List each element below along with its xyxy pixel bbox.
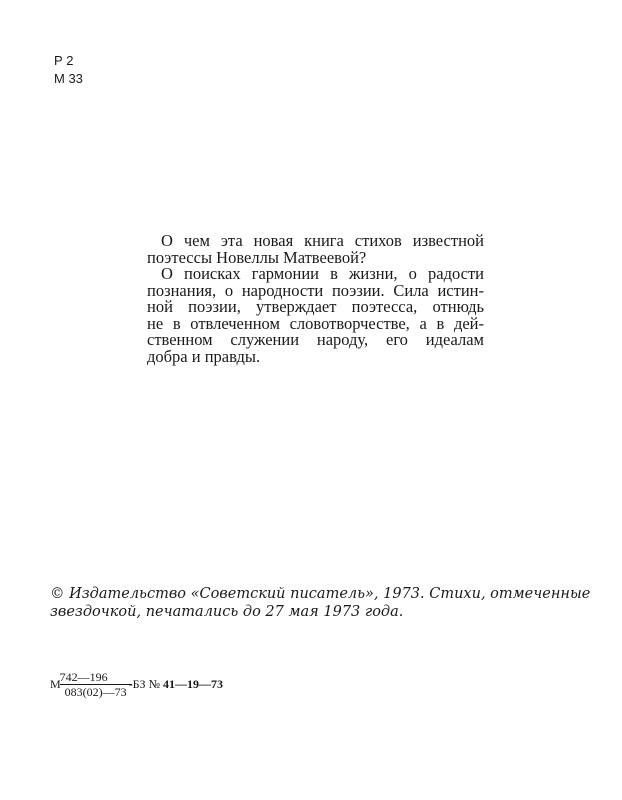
- annotation-line: О поисках гармонии в жизни, о радости: [161, 264, 484, 283]
- annotation-paragraph: [147, 233, 484, 365]
- annotation-line: ственном служении народу, его идеалам: [147, 330, 484, 349]
- catalog-prefix: М: [50, 677, 61, 691]
- annotation-line: познания, о народности поэзии. Сила истин-: [147, 280, 484, 300]
- annotation-line: ной поэзии, утверждает поэтесса, отнюдь: [147, 297, 484, 316]
- copyright-notice: [50, 585, 591, 621]
- catalog-denominator: 083(02)—73: [64, 685, 127, 699]
- classification-code-1: Р 2: [54, 53, 74, 68]
- catalog-index: [50, 670, 223, 699]
- annotation-line: поэтессы Новеллы Матвеевой?: [147, 247, 367, 267]
- classification-code-2: М 33: [54, 71, 83, 86]
- catalog-numerator: 742—196: [60, 670, 132, 685]
- catalog-fraction: [59, 670, 127, 699]
- annotation-line: не в отвлеченном словотворчестве, а в дей-: [147, 313, 484, 333]
- copyright-line: звездочкой, печатались до 27 мая 1973 года.: [50, 604, 404, 620]
- catalog-suffix: -БЗ №: [128, 677, 161, 691]
- copyright-line: © Издательство «Советский писатель», 1973. Стихи, отмеченные: [50, 586, 591, 602]
- annotation-line: О чем эта новая книга стихов известной: [161, 231, 484, 250]
- annotation-line: добра и правды.: [147, 346, 261, 366]
- catalog-code: 41—19—73: [163, 677, 224, 691]
